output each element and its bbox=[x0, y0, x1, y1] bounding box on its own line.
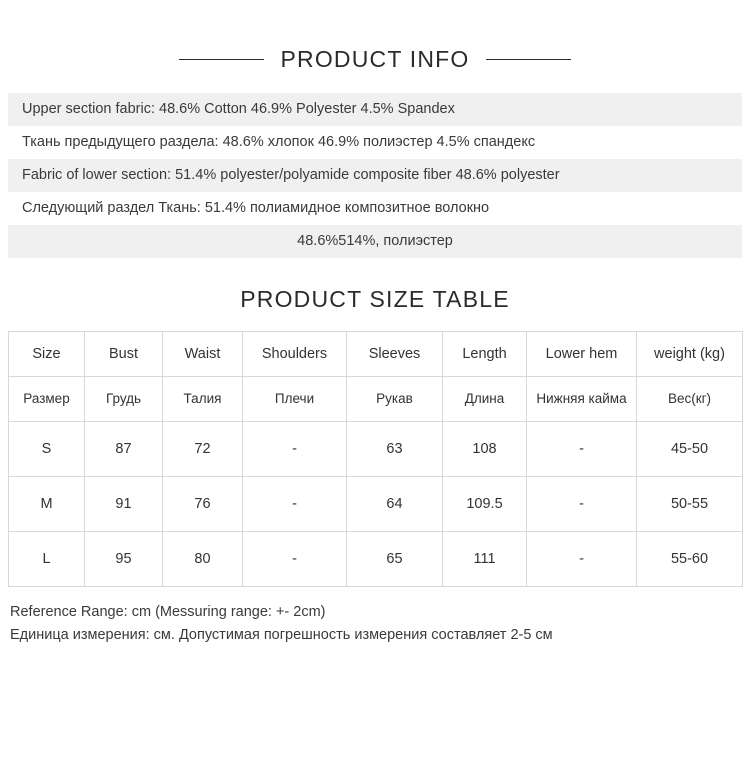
cell-size: L bbox=[9, 532, 85, 587]
size-table-heading bbox=[0, 286, 750, 313]
fabric-info-text: Fabric of lower section: 51.4% polyester/polyamide composite fiber 48.6% polyester bbox=[22, 166, 560, 183]
cell-lower-hem: - bbox=[527, 532, 637, 587]
fabric-info-text: Ткань предыдущего раздела: 48.6% хлопок 46.9% полиэстер 4.5% спандекс bbox=[22, 133, 536, 150]
product-info-title: PRODUCT INFO bbox=[280, 46, 470, 72]
note-en: Reference Range: cm (Messuring range: +- 2cm) bbox=[10, 604, 326, 620]
cell-waist: 76 bbox=[163, 477, 243, 532]
fabric-info-text: Следующий раздел Ткань: 51.4% полиамидное композитное волокно bbox=[22, 199, 490, 216]
column-header: Waist bbox=[163, 332, 243, 377]
cell-shoulders: - bbox=[243, 532, 347, 587]
cell-lower-hem: - bbox=[527, 477, 637, 532]
cell-weight: 45-50 bbox=[637, 422, 743, 477]
size-table-head bbox=[9, 332, 743, 377]
cell-size: M bbox=[9, 477, 85, 532]
fabric-info-row bbox=[8, 192, 742, 225]
fabric-info-text: 48.6%514%, полиэстер bbox=[297, 232, 453, 249]
size-table-body bbox=[9, 377, 743, 587]
cell-length: 111 bbox=[443, 532, 527, 587]
fabric-info-text: Upper section fabric: 48.6% Cotton 46.9% Polyester 4.5% Spandex bbox=[22, 100, 455, 117]
column-header-ru: Талия bbox=[163, 377, 243, 422]
table-row bbox=[9, 532, 743, 587]
cell-sleeves: 63 bbox=[347, 422, 443, 477]
cell-sleeves: 65 bbox=[347, 532, 443, 587]
cell-waist: 72 bbox=[163, 422, 243, 477]
column-header: Length bbox=[443, 332, 527, 377]
product-info-page bbox=[0, 46, 750, 766]
column-header: Shoulders bbox=[243, 332, 347, 377]
size-table bbox=[8, 331, 743, 587]
fabric-info-row bbox=[8, 126, 742, 159]
table-row bbox=[9, 477, 743, 532]
heading-rule-left bbox=[179, 59, 264, 60]
cell-weight: 55-60 bbox=[637, 532, 743, 587]
cell-length: 109.5 bbox=[443, 477, 527, 532]
column-header-ru: Нижняя кайма bbox=[527, 377, 637, 422]
table-header-row-ru bbox=[9, 377, 743, 422]
table-header-row-en bbox=[9, 332, 743, 377]
cell-lower-hem: - bbox=[527, 422, 637, 477]
column-header: Lower hem bbox=[527, 332, 637, 377]
column-header-ru: Размер bbox=[9, 377, 85, 422]
column-header-ru: Плечи bbox=[243, 377, 347, 422]
column-header-ru: Вес(кг) bbox=[637, 377, 743, 422]
column-header-ru: Рукав bbox=[347, 377, 443, 422]
measurement-notes bbox=[0, 601, 750, 647]
cell-waist: 80 bbox=[163, 532, 243, 587]
fabric-info-list bbox=[0, 93, 750, 258]
table-row bbox=[9, 422, 743, 477]
fabric-info-row bbox=[8, 225, 742, 258]
column-header: Sleeves bbox=[347, 332, 443, 377]
size-table-wrap bbox=[0, 331, 750, 587]
column-header: weight (kg) bbox=[637, 332, 743, 377]
cell-weight: 50-55 bbox=[637, 477, 743, 532]
size-table-title: PRODUCT SIZE TABLE bbox=[240, 286, 510, 312]
cell-shoulders: - bbox=[243, 477, 347, 532]
note-ru: Единица измерения: см. Допустимая погрешность измерения составляет 2-5 см bbox=[10, 627, 553, 644]
cell-bust: 91 bbox=[85, 477, 163, 532]
column-header-ru: Грудь bbox=[85, 377, 163, 422]
product-info-heading bbox=[0, 46, 750, 73]
column-header: Bust bbox=[85, 332, 163, 377]
cell-sleeves: 64 bbox=[347, 477, 443, 532]
fabric-info-row bbox=[8, 159, 742, 192]
column-header-ru: Длина bbox=[443, 377, 527, 422]
fabric-info-row bbox=[8, 93, 742, 126]
cell-bust: 87 bbox=[85, 422, 163, 477]
heading-rule-right bbox=[486, 59, 571, 60]
cell-shoulders: - bbox=[243, 422, 347, 477]
column-header: Size bbox=[9, 332, 85, 377]
cell-length: 108 bbox=[443, 422, 527, 477]
cell-bust: 95 bbox=[85, 532, 163, 587]
cell-size: S bbox=[9, 422, 85, 477]
